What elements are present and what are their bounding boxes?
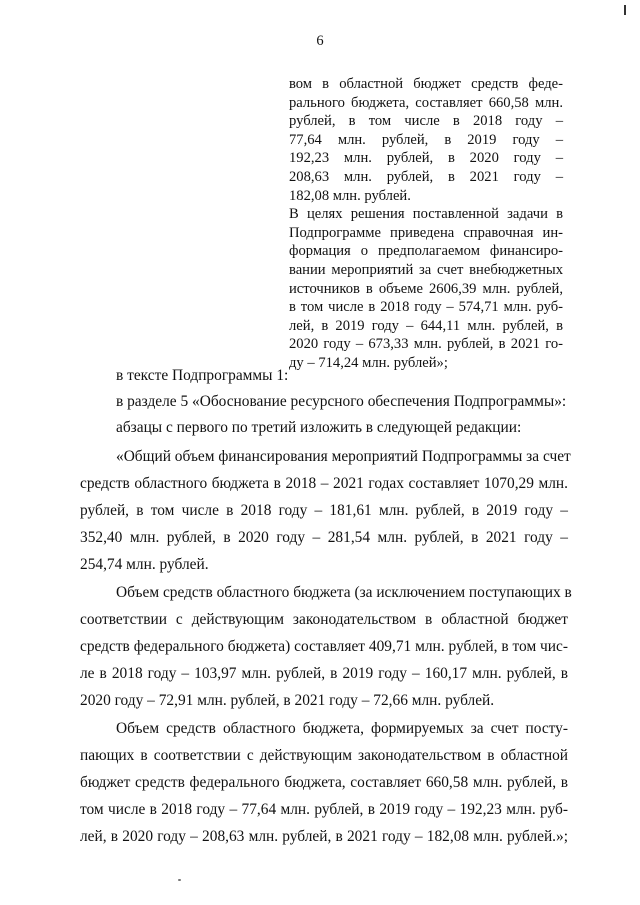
body-line: рублей, в том числе в 2018 году – 181,61 млн. рублей, в 2019 году –	[80, 502, 568, 519]
right-column-line: источников в объеме 2606,39 млн. рублей,	[289, 280, 563, 297]
right-column-line: формация о предполагаемом финансиро-	[289, 243, 563, 260]
body-line: ле в 2018 году – 103,97 млн. рублей, в 2019 году – 160,17 млн. рублей, в	[80, 665, 568, 682]
body-line: бюджет средств федерального бюджета, составляет 660,58 млн. рублей, в	[80, 774, 568, 791]
right-column-line: 192,23 млн. рублей, в 2020 году –	[289, 150, 563, 167]
right-column-line: рального бюджета, составляет 660,58 млн.	[289, 94, 563, 111]
scan-mark-top-right	[624, 5, 626, 15]
right-column-line: ду – 714,24 млн. рублей»;	[289, 354, 448, 371]
scan-speck	[178, 879, 181, 881]
body-line: Объем средств областного бюджета (за исключением поступающих в	[116, 584, 572, 601]
body-line: «Общий объем финансирования мероприятий Подпрограммы за счет	[116, 448, 571, 465]
right-column-line: Подпрограмме приведена справочная ин-	[289, 224, 563, 241]
right-column-line: вании мероприятий за счет внебюджетных	[289, 261, 563, 278]
body-line: Объем средств областного бюджета, формируемых за счет посту-	[116, 720, 568, 737]
body-line: средств федерального бюджета) составляет 409,71 млн. рублей, в том чис-	[80, 638, 568, 655]
right-column-line: вом в областной бюджет средств феде-	[289, 76, 563, 92]
right-column-line: в том числе в 2018 году – 574,71 млн. руб-	[289, 299, 563, 316]
body-line: 254,74 млн. рублей.	[80, 556, 209, 573]
body-line: том числе в 2018 году – 77,64 млн. рублей, в 2019 году – 192,23 млн. руб-	[80, 801, 568, 818]
page-number: 6	[316, 33, 324, 49]
right-column-line: лей, в 2019 году – 644,11 млн. рублей, в	[289, 317, 563, 334]
body-line: средств областного бюджета в 2018 – 2021 годах составляет 1070,29 млн.	[80, 475, 568, 492]
body-line: 2020 году – 72,91 млн. рублей, в 2021 году – 72,66 млн. рублей.	[80, 692, 495, 709]
right-column-line: 2020 году – 673,33 млн. рублей, в 2021 го-	[289, 336, 563, 353]
right-column-text	[289, 75, 563, 373]
right-column-line: 208,63 млн. рублей, в 2021 году –	[289, 168, 563, 185]
body-line: пающих в соответствии с действующим законодательством в областной	[80, 747, 568, 764]
body-line: абзацы с первого по третий изложить в следующей редакции:	[116, 419, 522, 436]
right-column-line: 77,64 млн. рублей, в 2019 году –	[289, 131, 563, 148]
right-column-line: рублей, в том числе в 2018 году –	[289, 113, 563, 130]
body-line: лей, в 2020 году – 208,63 млн. рублей, в 2021 году – 182,08 млн. рублей.»;	[80, 828, 568, 845]
body-line: в тексте Подпрограммы 1:	[116, 367, 289, 384]
body-line: в разделе 5 «Обоснование ресурсного обеспечения Подпрограммы»:	[116, 393, 567, 410]
right-column-line: 182,08 млн. рублей.	[289, 187, 411, 204]
right-column-line: В целях решения поставленной задачи в	[289, 206, 563, 223]
body-line: соответствии с действующим законодательством в областной бюджет	[80, 611, 568, 628]
body-line: 352,40 млн. рублей, в 2020 году – 281,54 млн. рублей, в 2021 году –	[80, 529, 568, 546]
